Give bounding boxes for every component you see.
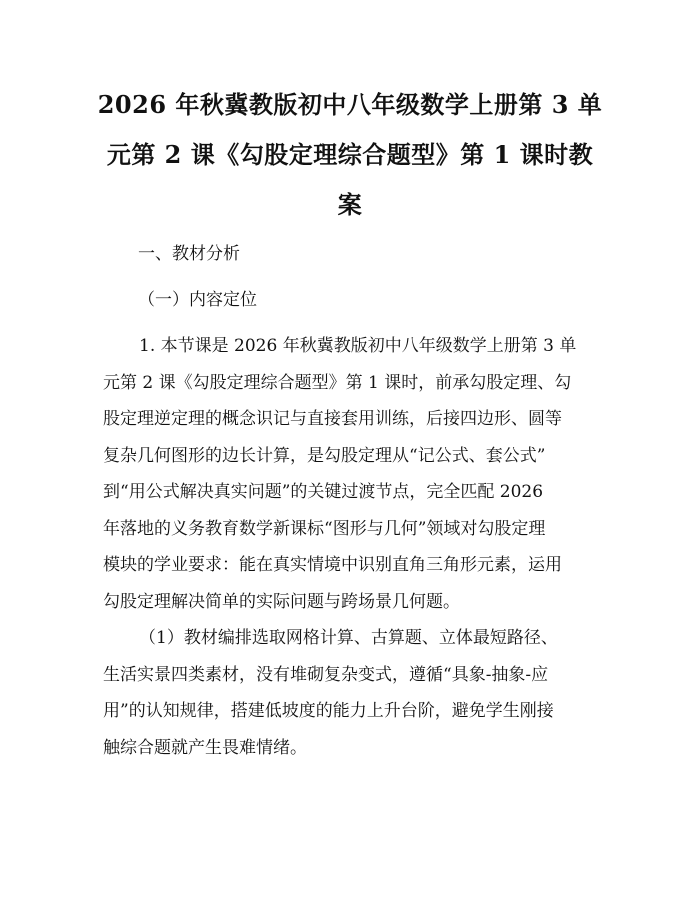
paragraph-line: 模块的学业要求：能在真实情境中识别直角三角形元素，运用 [103,555,562,575]
paragraph-line: 复杂几何图形的边长计算，是勾股定理从“记公式、套公式” [103,445,546,466]
paragraph-line: 生活实景四类素材，没有堆砌复杂变式，遵循“具象-抽象-应 [103,664,549,685]
paragraph-line: （1）教材编排选取网格计算、古算题、立体最短路径、 [139,628,558,648]
paragraph-content-positioning [103,328,603,620]
paragraph-line: 到“用公式解决真实问题”的关键过渡节点，完全匹配 2026 [103,482,544,502]
document-title [80,80,620,230]
section-heading: 一、教材分析 [138,244,240,264]
paragraph-line: 勾股定理解决简单的实际问题与跨场景几何题。 [103,591,460,612]
paragraph-textbook-arrangement [103,620,603,766]
title-line: 元第 2 课《勾股定理综合题型》第 1 课时教 [106,140,594,169]
paragraph-line: 年落地的义务教育数学新课标“图形与几何”领域对勾股定理 [103,518,546,539]
paragraph-line: 元第 2 课《勾股定理综合题型》第 1 课时，前承勾股定理、勾 [103,372,572,393]
subsection-heading: （一）内容定位 [138,290,257,310]
paragraph-line: 股定理逆定理的概念识记与直接套用训练，后接四边形、圆等 [103,409,562,429]
title-line: 2026 年秋冀教版初中八年级数学上册第 3 单 [97,90,603,119]
paragraph-line: 触综合题就产生畏难情绪。 [103,737,307,758]
paragraph-line: 用”的认知规律，搭建低坡度的能力上升台阶，避免学生刚接 [103,701,554,721]
paragraph-line: 1. 本节课是 2026 年秋冀教版初中八年级数学上册第 3 单 [139,336,577,356]
title-line: 案 [337,190,363,219]
